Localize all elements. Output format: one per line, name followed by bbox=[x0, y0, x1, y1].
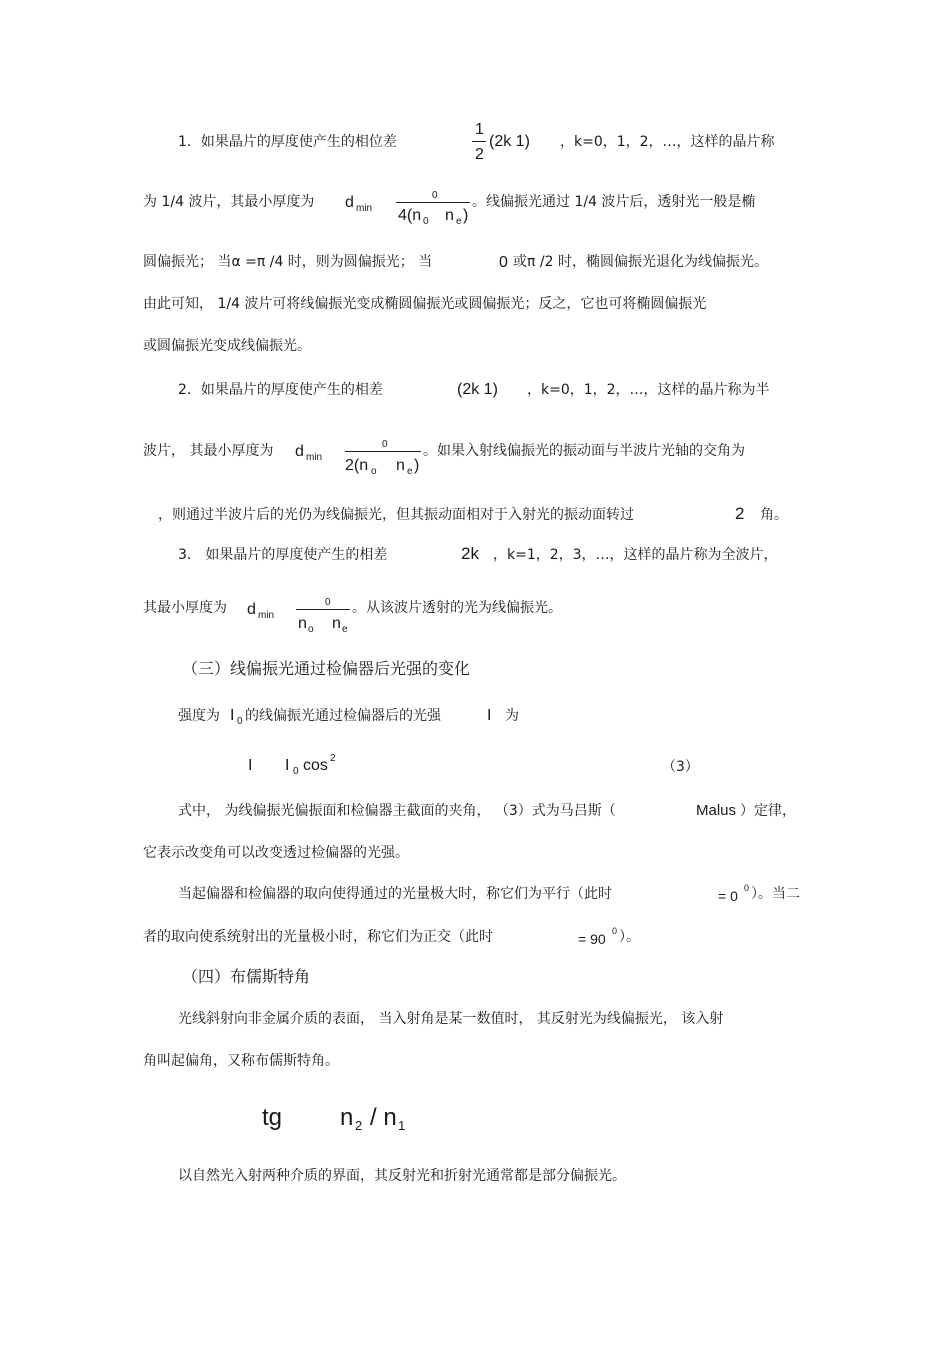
sec3-eq-sup: 2 bbox=[330, 753, 336, 764]
sec3-malus: Malus bbox=[696, 802, 737, 819]
p1-frac-numerator: 0 bbox=[432, 190, 438, 201]
p2-dmin-sub: min bbox=[306, 452, 323, 463]
p3-text-d: 。从该波片透射的光为线偏振光。 bbox=[352, 600, 562, 616]
p2-frac-n: n bbox=[396, 457, 405, 474]
sec3-eq-number: （3） bbox=[662, 759, 699, 775]
p2-text-d: 。如果入射线偏振光的振动面与半波片光轴的交角为 bbox=[423, 443, 745, 459]
p2-text-a: 2．如果晶片的厚度使产生的相差 bbox=[178, 382, 383, 398]
p1-text-b: ，k=0，1，2，…，这样的晶片称 bbox=[560, 134, 775, 150]
sec3-h-sup: 0 bbox=[612, 926, 618, 936]
p1-text-e: 圆偏振光； 当α =π /4 时，则为圆偏振光； 当 bbox=[143, 254, 433, 270]
p1-frac-den: 4(n bbox=[398, 207, 422, 224]
p1-text-a: 1．如果晶片的厚度使产生的相位差 bbox=[178, 134, 397, 150]
sec3-text-g: 当起偏器和检偏器的取向使得通过的光量极大时，称它们为平行（此时 bbox=[178, 886, 612, 902]
p1-frac-sub-o: 0 bbox=[423, 216, 429, 227]
section-3-heading: （三）线偏振光通过检偏器后光强的变化 bbox=[182, 659, 471, 678]
p3-text-c: 其最小厚度为 bbox=[143, 600, 227, 616]
p2-frac-sub-e: e bbox=[407, 466, 413, 477]
p3-text-a: 3． 如果晶片的厚度使产生的相差 bbox=[178, 547, 388, 563]
sec3-text-e: ）定律， bbox=[740, 803, 796, 819]
sec3-I0: I bbox=[230, 707, 235, 724]
section-4-heading: （四）布儒斯特角 bbox=[182, 967, 311, 986]
p1-text-c: 为 1/4 波片，其最小厚度为 bbox=[143, 194, 315, 210]
sec3-text-g-end: ）。当二 bbox=[751, 886, 800, 902]
p1-half-bar bbox=[472, 141, 486, 142]
p3-dmin: d bbox=[247, 601, 256, 618]
p1-half-numerator: 1 bbox=[475, 121, 484, 138]
p3-expr: 2k bbox=[461, 544, 479, 563]
p1-dmin-sub: min bbox=[356, 203, 373, 214]
p2-text-c: 波片， 其最小厚度为 bbox=[143, 443, 274, 459]
p1-text-g: 由此可知， 1/4 波片可将线偏振光变成椭圆偏振光或圆偏振光；反之，它也可将椭圆偏振光 bbox=[143, 296, 707, 312]
p2-dmin: d bbox=[295, 443, 304, 460]
p2-frac-sub-o: o bbox=[371, 466, 377, 477]
p3-frac-den-b: n bbox=[332, 615, 341, 632]
p2-expr: (2k 1) bbox=[457, 381, 498, 398]
p1-half-denominator: 2 bbox=[475, 146, 484, 163]
sec4-eq-n2-sub: 2 bbox=[355, 1118, 363, 1133]
p1-text-d: 。线偏振光通过 1/4 波片后，透射光一般是椭 bbox=[472, 194, 756, 210]
sec3-text-b: 的线偏振光通过检偏器后的光强 bbox=[245, 708, 441, 724]
p2-two: 2 bbox=[735, 504, 745, 523]
sec3-g-sup: 0 bbox=[744, 883, 750, 893]
sec4-text-c: 以自然光入射两种介质的界面，其反射光和折射光通常都是部分偏振光。 bbox=[178, 1168, 626, 1184]
sec3-text-h-end: ）。 bbox=[619, 929, 640, 945]
sec3-text-a: 强度为 bbox=[178, 708, 220, 724]
p1-expr: (2k 1) bbox=[489, 133, 530, 150]
sec3-h-eq: = 90 bbox=[578, 931, 606, 947]
p1-text-f: 或π /2 时，椭圆偏振光退化为线偏振光。 bbox=[513, 254, 768, 270]
sec4-eq-tg: tg bbox=[262, 1104, 283, 1131]
sec3-text-c: 为 bbox=[505, 708, 519, 724]
p3-frac-numerator: 0 bbox=[325, 597, 331, 608]
p3-frac-sub-e: e bbox=[342, 624, 348, 635]
p3-frac-bar bbox=[296, 609, 350, 610]
p1-frac-bar bbox=[396, 202, 470, 203]
p3-frac-den-a: n bbox=[298, 615, 307, 632]
sec3-I0-sub: 0 bbox=[237, 716, 243, 727]
p1-frac-sub-e: e bbox=[456, 216, 462, 227]
p3-dmin-sub: min bbox=[258, 610, 275, 621]
sec4-eq-n1-sub: 1 bbox=[398, 1118, 406, 1133]
p3-frac-sub-o: o bbox=[308, 624, 314, 635]
sec4-eq-slash-n1: / n bbox=[370, 1104, 397, 1131]
sec3-I: I bbox=[487, 707, 492, 724]
p2-text-f: 角。 bbox=[760, 507, 788, 523]
p2-text-b: ，k=0，1，2，…，这样的晶片称为半 bbox=[527, 382, 770, 398]
sec3-text-d: 式中， 为线偏振光偏振面和检偏器主截面的夹角， （3）式为马吕斯（ bbox=[178, 803, 616, 819]
sec4-eq-n2: n bbox=[340, 1104, 354, 1131]
p1-text-h: 或圆偏振光变成线偏振光。 bbox=[143, 338, 311, 354]
p2-frac-bar bbox=[345, 451, 421, 452]
p1-frac-n: n bbox=[445, 207, 454, 224]
sec4-text-b: 角叫起偏角，又称布儒斯特角。 bbox=[143, 1053, 339, 1069]
p1-frac-close: ) bbox=[463, 207, 469, 224]
sec4-text-a: 光线斜射向非金属介质的表面， 当入射角是某一数值时， 其反射光为线偏振光， 该入射 bbox=[178, 1011, 724, 1027]
sec3-g-eq: = 0 bbox=[718, 888, 738, 904]
p2-frac-numerator: 0 bbox=[382, 439, 388, 450]
sec3-text-f: 它表示改变角可以改变透过检偏器的光强。 bbox=[143, 845, 409, 861]
p3-text-b: ，k=1，2，3，…，这样的晶片称为全波片， bbox=[493, 547, 778, 563]
p2-frac-den: 2(n bbox=[345, 457, 369, 474]
p1-dmin: d bbox=[345, 194, 354, 211]
sec3-eq-cos: cos bbox=[303, 757, 328, 774]
sec3-text-h: 者的取向使系统射出的光量极小时，称它们为正交（此时 bbox=[143, 929, 493, 945]
sec3-eq-I: I bbox=[248, 757, 253, 774]
sec3-eq-I0: I bbox=[285, 757, 290, 774]
sec3-eq-I0-sub: 0 bbox=[293, 766, 299, 777]
p2-frac-close: ) bbox=[414, 457, 420, 474]
p2-text-e: ，则通过半波片后的光仍为线偏振光，但其振动面相对于入射光的振动面转过 bbox=[158, 507, 634, 523]
p1-zero: 0 bbox=[499, 254, 508, 271]
